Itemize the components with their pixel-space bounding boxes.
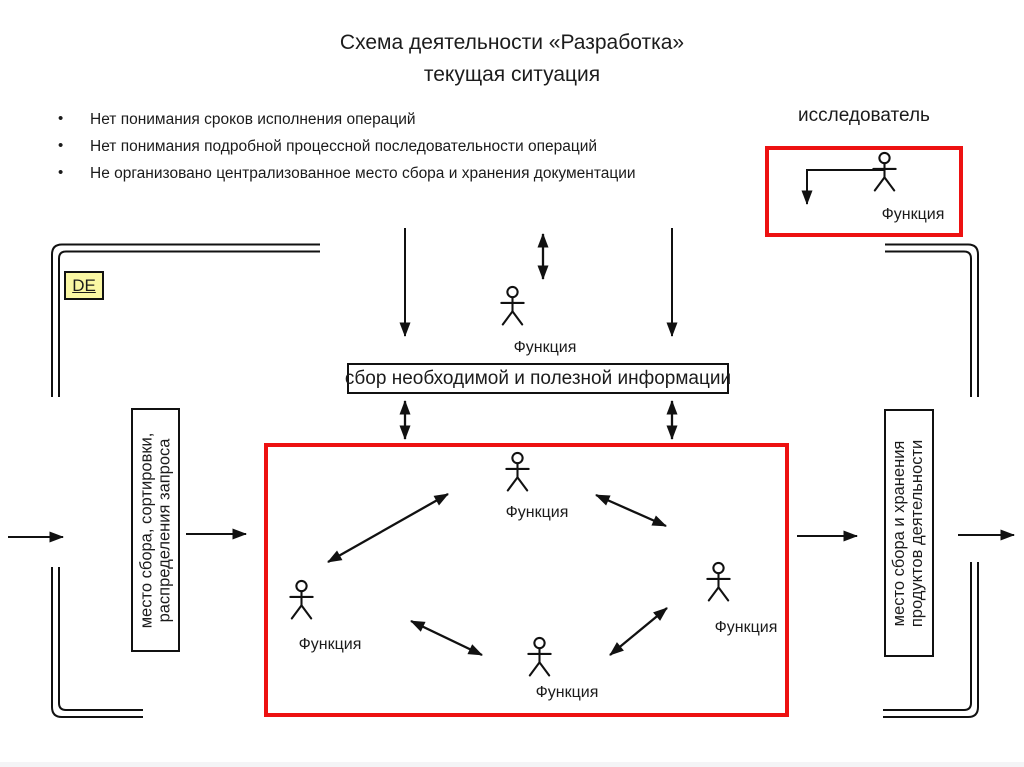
product-storage-box [884, 409, 934, 657]
page-title [0, 27, 1024, 90]
issues-list [52, 111, 772, 192]
person-icon [499, 285, 526, 327]
researcher-title: исследователь [798, 105, 930, 126]
de-tag: DE [64, 271, 104, 300]
vtext-line: место сбора, сортировки, [137, 432, 156, 628]
information-collection-box: сбор необходимой и полезной информации [347, 363, 729, 394]
product-storage-text [891, 439, 928, 626]
bracket-left-top [52, 245, 320, 398]
issue-item: • Нет понимания подробной процессной последовательности операций [52, 138, 772, 157]
bracket-right-top [885, 245, 978, 398]
function-label: Функция [714, 619, 778, 636]
title-line-1: Схема деятельности «Разработка» [339, 31, 685, 54]
vtext-line: продуктов деятельности [909, 439, 928, 627]
function-label: Функция [513, 339, 577, 356]
vtext-line: место сбора и хранения [890, 440, 909, 626]
issue-item: • Нет понимания сроков исполнения операций [52, 111, 772, 130]
title-line-2: текущая ситуация [423, 62, 601, 86]
request-sorting-text [137, 432, 174, 628]
function-label: Функция [505, 504, 569, 521]
function-label: Функция [535, 684, 599, 701]
function-label: Функция [881, 206, 945, 223]
issue-item: • Не организовано централизованное место сбора и хранения документации [52, 165, 772, 184]
vtext-line: распределения запроса [155, 438, 174, 622]
team-box [264, 443, 789, 717]
request-sorting-box [131, 408, 180, 652]
bracket-left-bottom [52, 567, 143, 717]
function-label: Функция [298, 636, 362, 653]
slide-edge [0, 762, 1024, 767]
researcher-box [765, 146, 963, 237]
